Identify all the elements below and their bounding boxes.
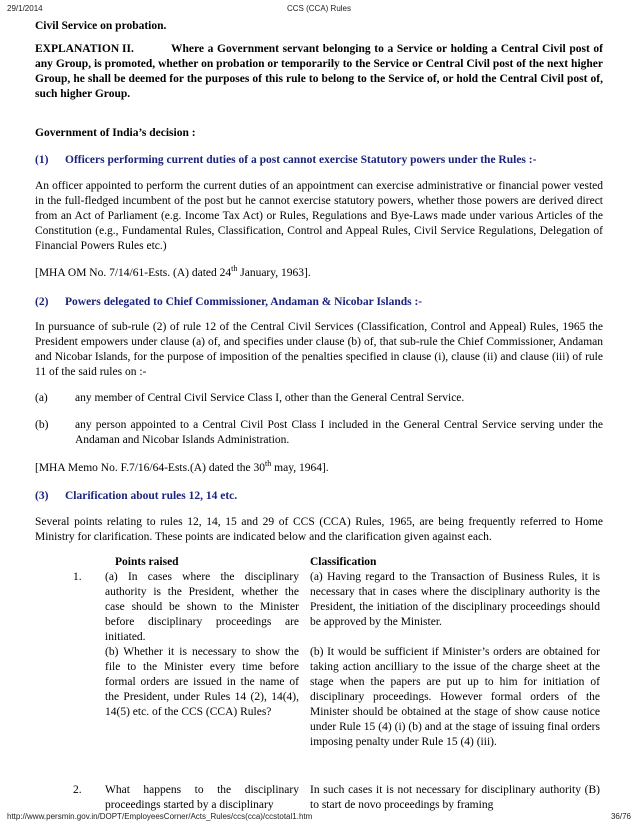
ref1-after: January, 1963]. xyxy=(237,267,311,279)
item-b-text: any person appointed to a Central Civil Post Class I included in the General Central Service serving under the Andaman and Nicobar Islands Administration. xyxy=(75,419,603,446)
decision-heading: Government of India’s decision : xyxy=(35,127,196,139)
footer-url: http://www.persmin.gov.in/DOPT/EmployeesCorner/Acts_Rules/ccs(cca)/ccstotal1.htm xyxy=(7,812,313,821)
section2-reference xyxy=(35,461,329,476)
footer-page-number: 36/76 xyxy=(610,812,631,821)
section1-body: An officer appointed to perform the current duties of an appointment can exercise administrative or financial power vested in the full-fledged incumbent of the post but he cannot exercise statutory powers, whether those powers are derived direct from an Act of Parliament (e.g. Income Tax Act) or Rules, Regulations and Bye-Laws made under various Articles of the Constitution (e.g., Fundamental Rules, Classification, Control and Appeal Rules, Civil Service Regulations, Delegation of Financial Powers Rules etc.) xyxy=(35,180,603,252)
col-classification: Classification xyxy=(310,556,377,568)
item-b-label: (b) xyxy=(35,419,49,431)
section2-number: (2) xyxy=(35,296,49,308)
intro-line: Civil Service on probation. xyxy=(35,20,167,32)
section2-heading xyxy=(35,295,422,310)
item-a-label: (a) xyxy=(35,392,48,404)
section1-reference xyxy=(35,266,311,281)
row1b-classification: (b) It would be sufficient if Minister’s orders are obtained for taking action ancilliary to the issue of the charge sheet at the stage when the papers are put up to him for initiation of disciplinary proceedings. However formal orders of the Minister should be obtained at the stage of show cause notice under Rule 15 (4) (i) (b) and at the stage of issuing final orders imposing penalty under Rule 15 (4) (iii). xyxy=(310,646,600,748)
section2-body: In pursuance of sub-rule (2) of rule 12 of the Central Civil Services (Classification, Control and Appeal) Rules, 1965 the President empowers under clause (a) of, and specifies under clause (b) of, that sub-rule the Chief Commissioner, Andaman and Nicobar Islands, for the purpose of imposition of the penalties specified in clause (i), clause (ii) and clause (iii) of rule 11 of the said rules on :- xyxy=(35,321,603,378)
list-item-a xyxy=(35,391,603,406)
row2-point: What happens to the disciplinary proceedings started by a disciplinary xyxy=(105,784,299,811)
row1a-point: (a) In cases where the disciplinary authority is the President, whether the case should be shown to the Minister before disciplinary proceedings are initiated. xyxy=(105,571,299,643)
row1-number: 1. xyxy=(73,571,82,583)
ref2-before: [MHA Memo No. F.7/16/64-Ests.(A) dated the 30 xyxy=(35,462,266,474)
section3-heading xyxy=(35,489,237,504)
section1-number: (1) xyxy=(35,154,49,166)
ref1-sup: th xyxy=(231,264,238,274)
row1b-point: (b) Whether it is necessary to show the file to the Minister every time before formal orders are issued in the name of the President, under Rules 14 (2), 14(4), 14(5) etc. of the CCS (CCA) Rules? xyxy=(105,646,299,718)
section1-heading xyxy=(35,153,536,168)
explanation-text: Where a Government servant belonging to a Service or holding a Central Civil post of any Group, is promoted, whether on probation or temporarily to the Service or Central Civil post of the next higher Group, he shall be deemed for the purposes of this rule to belong to the Service of, or hold the Central Civil post of, such higher Group. xyxy=(35,43,603,100)
item-a-text: any member of Central Civil Service Class I, other than the General Central Service. xyxy=(75,392,465,404)
ref1-before: [MHA OM No. 7/14/61-Ests. (A) dated 24 xyxy=(35,267,232,279)
row2-number: 2. xyxy=(73,784,82,796)
section1-title: Officers performing current duties of a post cannot exercise Statutory powers under the Rules :- xyxy=(65,154,537,166)
section3-body: Several points relating to rules 12, 14, 15 and 29 of CCS (CCA) Rules, 1965, are being frequently referred to Home Ministry for clarification. These points are indicated below and the clarification given against each. xyxy=(35,516,603,543)
clarification-table xyxy=(35,555,603,815)
list-item-b xyxy=(35,418,603,448)
section2-title: Powers delegated to Chief Commissioner, Andaman & Nicobar Islands :- xyxy=(65,296,423,308)
page-footer xyxy=(0,812,638,824)
page-header xyxy=(0,4,638,16)
explanation-label: EXPLANATION II. xyxy=(35,43,134,55)
ref2-after: may, 1964]. xyxy=(271,462,329,474)
explanation-ii xyxy=(35,42,603,102)
header-title: CCS (CCA) Rules xyxy=(286,4,351,13)
section3-title: Clarification about rules 12, 14 etc. xyxy=(65,490,238,502)
ref2-sup: th xyxy=(265,459,272,469)
col-points-raised: Points raised xyxy=(115,556,179,568)
row2-classification: In such cases it is not necessary for disciplinary authority (B) to start de novo proceedings by framing xyxy=(310,784,600,811)
header-date: 29/1/2014 xyxy=(7,4,43,13)
section3-number: (3) xyxy=(35,490,49,502)
row1a-classification: (a) Having regard to the Transaction of Business Rules, it is necessary that in cases where the disciplinary authority is the President, the initiation of the disciplinary proceedings should be approved by the Minister. xyxy=(310,571,600,628)
